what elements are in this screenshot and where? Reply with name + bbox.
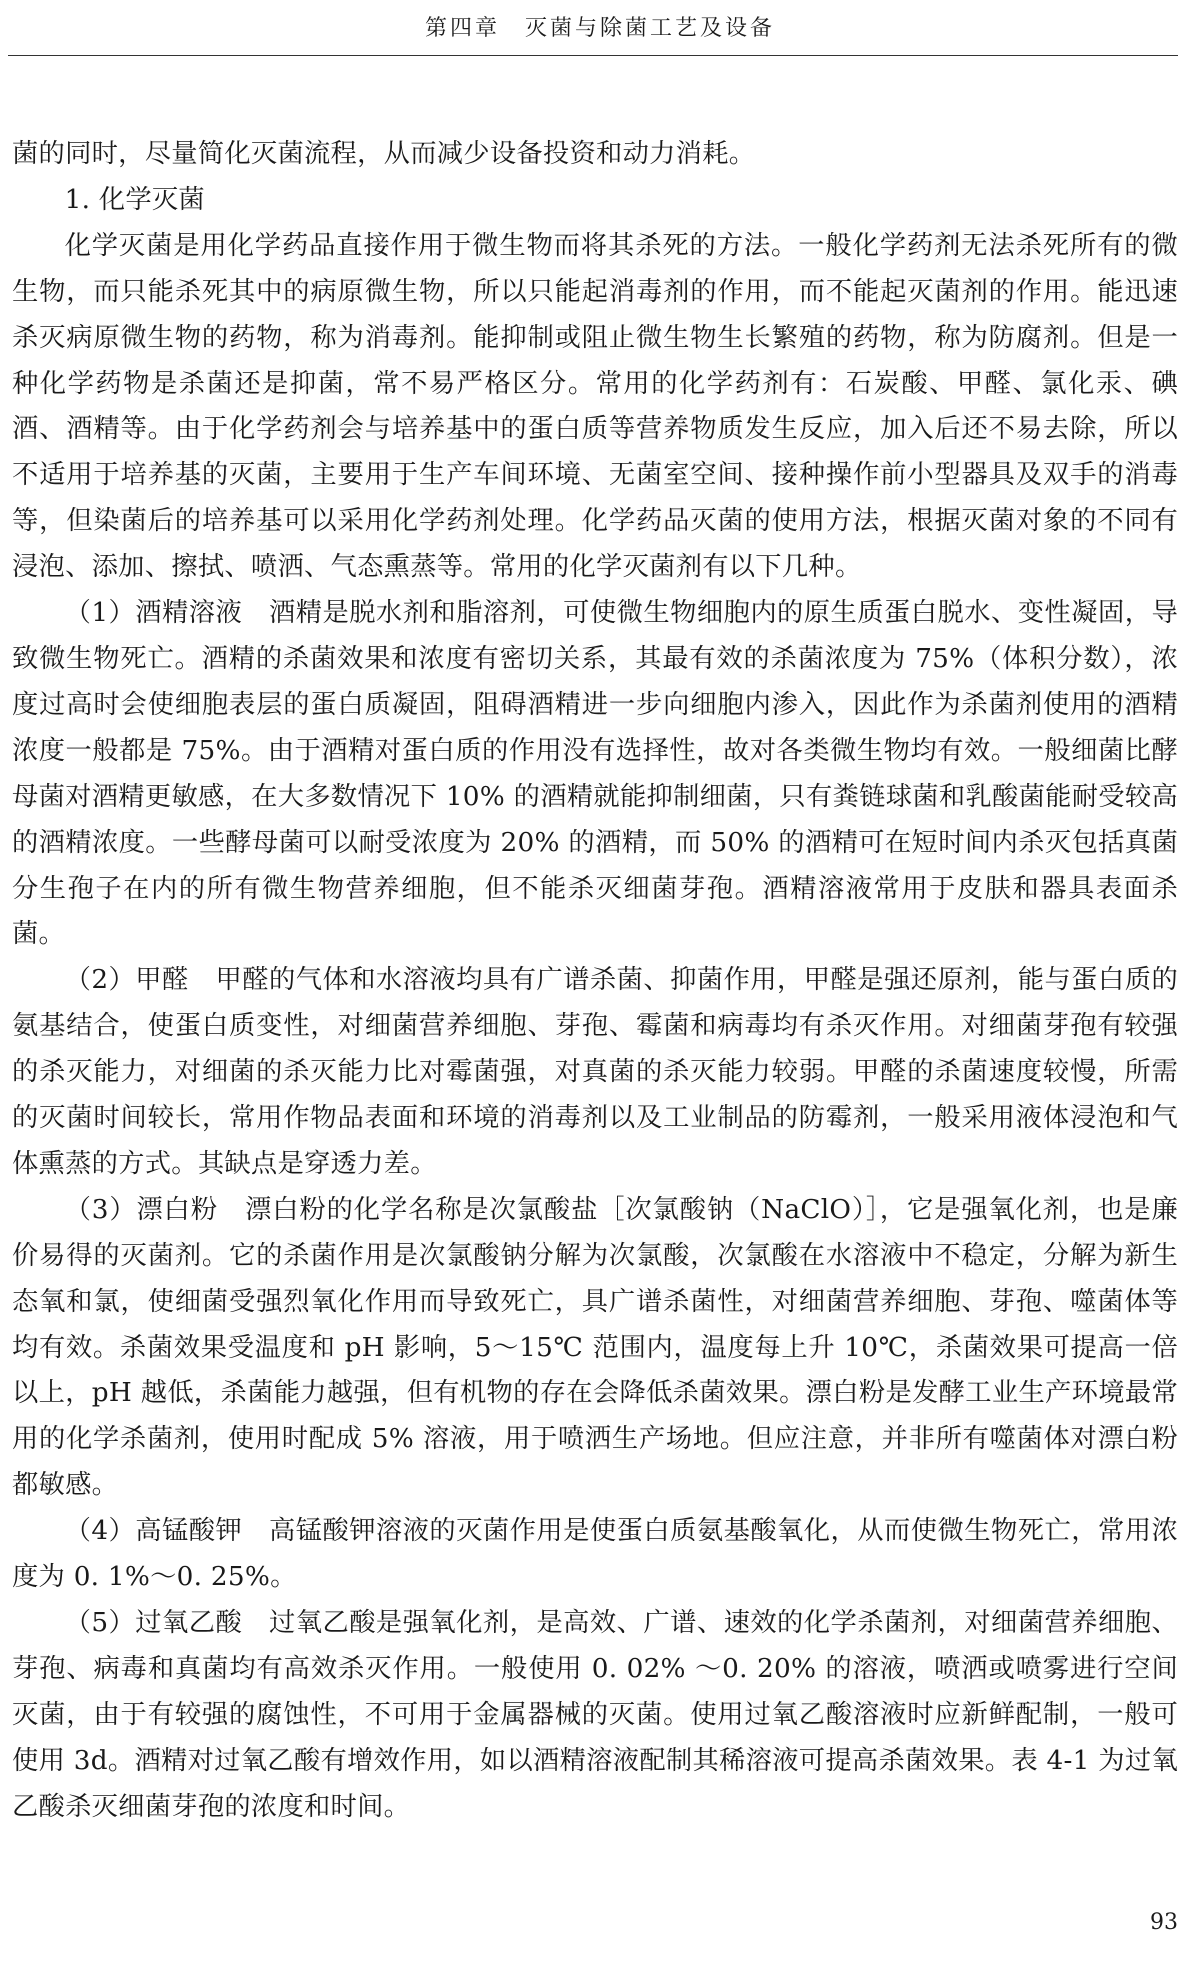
paragraph-alcohol-solution: （1）酒精溶液 酒精是脱水剂和脂溶剂，可使微生物细胞内的原生质蛋白脱水、变性凝固，导致微生物死亡。酒精的杀菌效果和浓度有密切关系，其最有效的杀菌浓度为 75%（体积分数），浓度过高时会使细胞表层的蛋白质凝固，阻碍酒精进一步向细胞内渗入，因此作为杀菌剂使用的酒精浓度一般都是 75%。由于酒精对蛋白质的作用没有选择性，故对各类微生物均有效。一般细菌比酵母菌对酒精更敏感，在大多数情况下 10% 的酒精就能抑制细菌，只有粪链球菌和乳酸菌能耐受较高的酒精浓度。一些酵母菌可以耐受浓度为 20% 的酒精，而 50% 的酒精可在短时间内杀灭包括真菌分生孢子在内的所有微生物营养细胞，但不能杀灭细菌芽孢。酒精溶液常用于皮肤和器具表面杀菌。: [12, 598, 1178, 950]
paragraph-continuation: 菌的同时，尽量简化灭菌流程，从而减少设备投资和动力消耗。: [12, 139, 756, 169]
paragraph-peracetic-acid: （5）过氧乙酸 过氧乙酸是强氧化剂，是高效、广谱、速效的化学杀菌剂，对细菌营养细胞、芽孢、病毒和真菌均有高效杀灭作用。一般使用 0. 02% ～0. 20% 的溶液，喷洒或喷雾进行空间灭菌，由于有较强的腐蚀性，不可用于金属器械的灭菌。使用过氧乙酸溶液时应新鲜配制，一般可使用 3d。酒精对过氧乙酸有增效作用，如以酒精溶液配制其稀溶液可提高杀菌效果。表 4-1 为过氧乙酸杀灭细菌芽孢的浓度和时间。: [12, 1608, 1178, 1822]
running-head: 第四章 灭菌与除菌工艺及设备: [424, 16, 775, 41]
header-rule: [8, 55, 1178, 56]
paragraph-bleaching-powder: （3）漂白粉 漂白粉的化学名称是次氯酸盐［次氯酸钠（NaClO）］，它是强氧化剂，也是廉价易得的灭菌剂。它的杀菌作用是次氯酸钠分解为次氯酸，次氯酸在水溶液中不稳定，分解为新生态氧和氯，使细菌受强烈氧化作用而导致死亡，具广谱杀菌性，对细菌营养细胞、芽孢、噬菌体等均有效。杀菌效果受温度和 pH 影响，5～15℃ 范围内，温度每上升 10℃，杀菌效果可提高一倍以上，pH 越低，杀菌能力越强，但有机物的存在会降低杀菌效果。漂白粉是发酵工业生产环境最常用的化学杀菌剂，使用时配成 5% 溶液，用于喷洒生产场地。但应注意，并非所有噬菌体对漂白粉都敏感。: [12, 1194, 1178, 1501]
paragraph-potassium-permanganate: （4）高锰酸钾 高锰酸钾溶液的灭菌作用是使蛋白质氨基酸氧化，从而使微生物死亡，常用浓度为 0. 1%～0. 25%。: [12, 1516, 1178, 1593]
page-number: 93: [1150, 1910, 1178, 1935]
paragraph-chemical-sterilization-intro: 化学灭菌是用化学药品直接作用于微生物而将其杀死的方法。一般化学药剂无法杀死所有的微生物，而只能杀死其中的病原微生物，所以只能起消毒剂的作用，而不能起灭菌剂的作用。能迅速杀灭病原微生物的药物，称为消毒剂。能抑制或阻止微生物生长繁殖的药物，称为防腐剂。但是一种化学药物是杀菌还是抑菌，常不易严格区分。常用的化学药剂有：石炭酸、甲醛、氯化汞、碘酒、酒精等。由于化学药剂会与培养基中的蛋白质等营养物质发生反应，加入后还不易去除，所以不适用于培养基的灭菌，主要用于生产车间环境、无菌室空间、接种操作前小型器具及双手的消毒等，但染菌后的培养基可以采用化学药剂处理。化学药品灭菌的使用方法，根据灭菌对象的不同有浸泡、添加、擦拭、喷洒、气态熏蒸等。常用的化学灭菌剂有以下几种。: [12, 230, 1178, 583]
paragraph-formaldehyde: （2）甲醛 甲醛的气体和水溶液均具有广谱杀菌、抑菌作用，甲醛是强还原剂，能与蛋白质的氨基结合，使蛋白质变性，对细菌营养细胞、芽孢、霉菌和病毒均有杀灭作用。对细菌芽孢有较强的杀灭能力，对细菌的杀灭能力比对霉菌强，对真菌的杀灭能力较弱。甲醛的杀菌速度较慢，所需的灭菌时间较长，常用作物品表面和环境的消毒剂以及工业制品的防霉剂，一般采用液体浸泡和气体熏蒸的方式。其缺点是穿透力差。: [12, 965, 1178, 1179]
section-heading-chemical-sterilization: 1. 化学灭菌: [64, 184, 205, 215]
page-body: [12, 132, 1178, 1831]
